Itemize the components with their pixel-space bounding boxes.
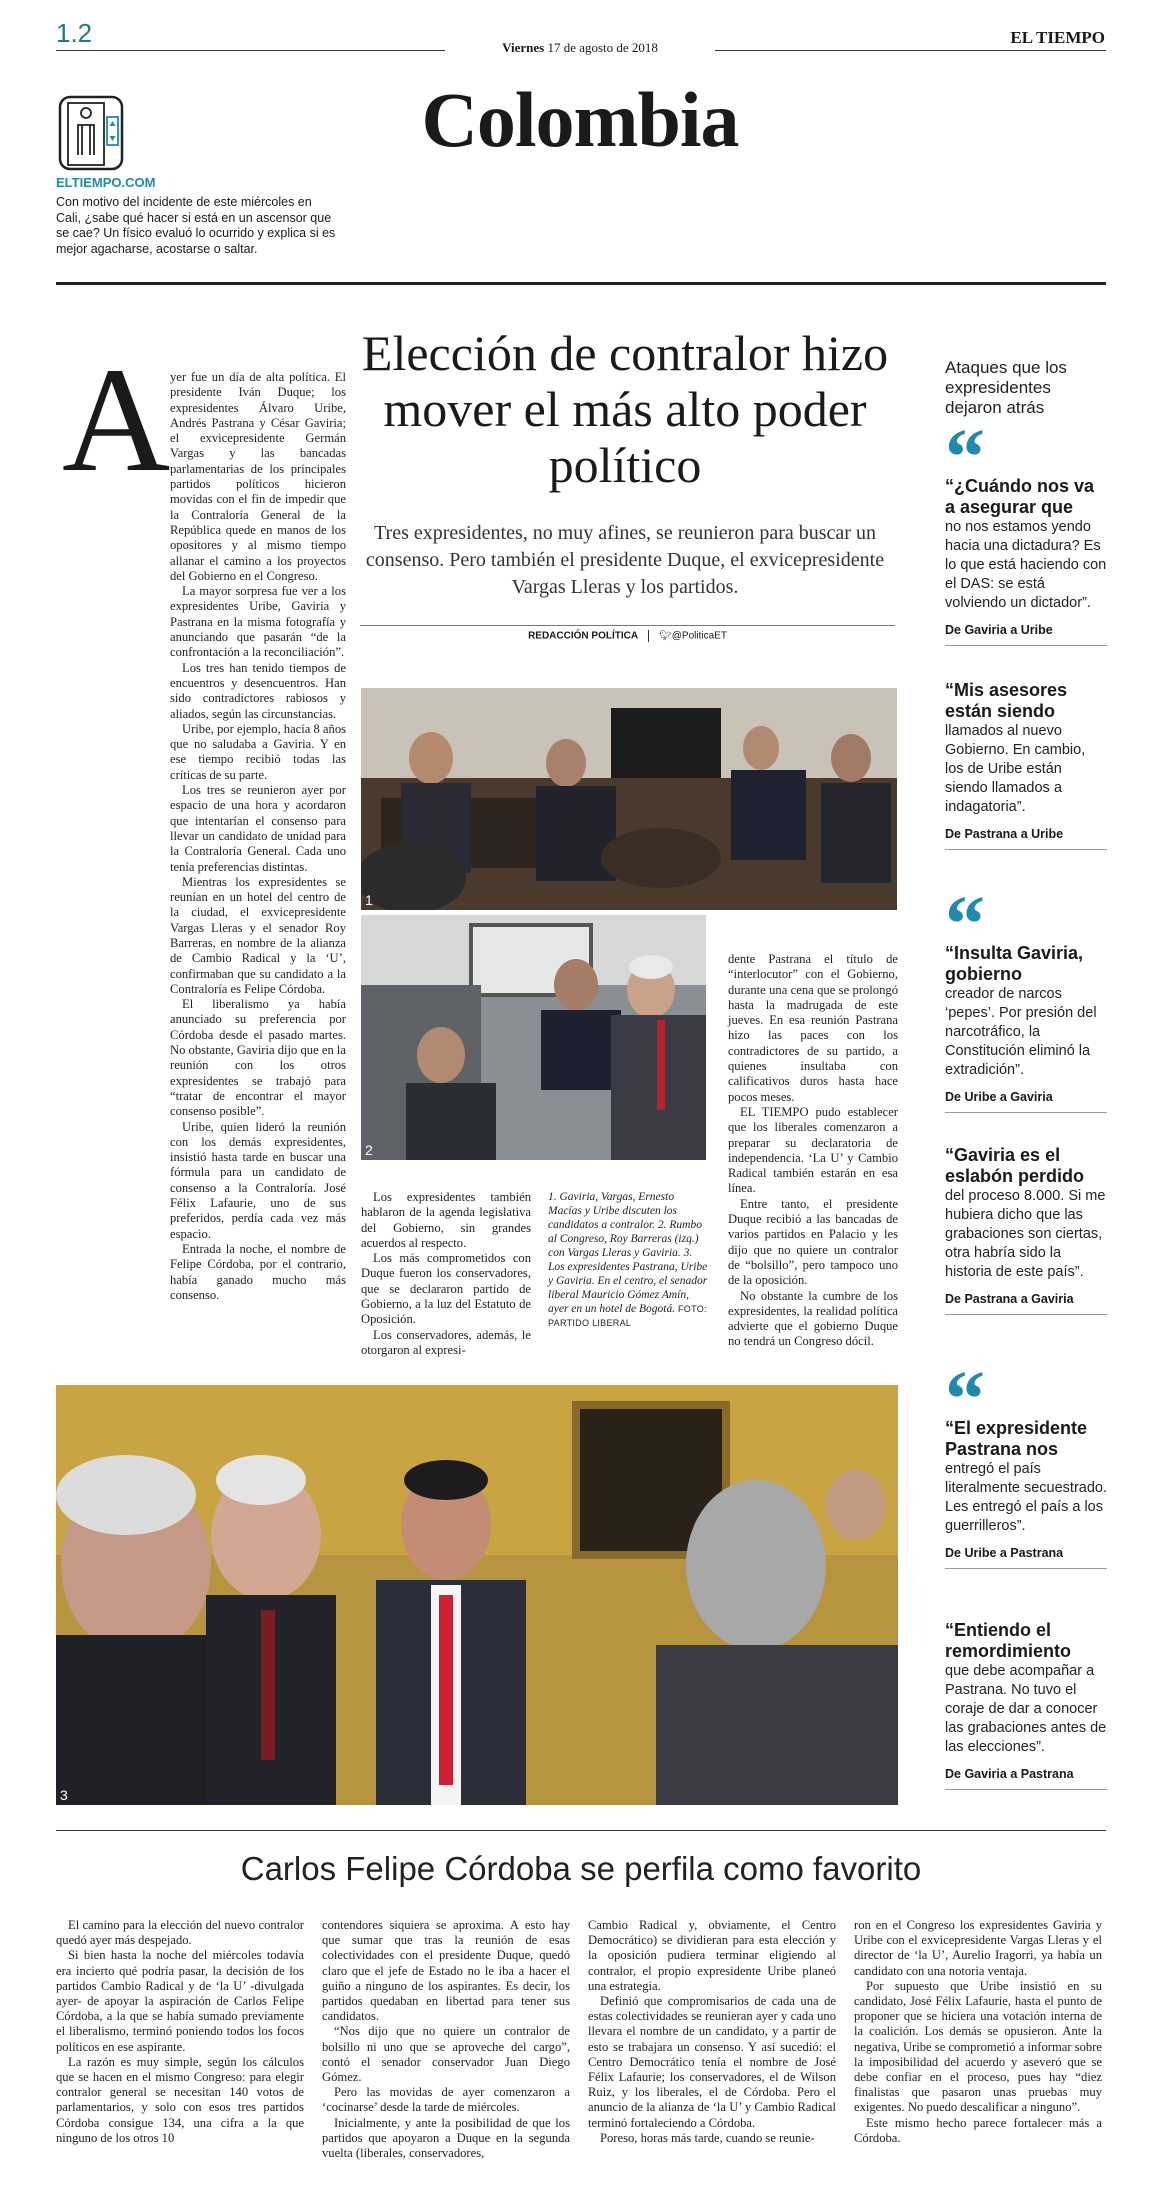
byline-rule [360, 625, 895, 626]
paragraph: La razón es muy simple, según los cálculos que se hacen en el mismo Congreso: para elegir contralor general se necesitan 140 votos de parlamentarios, y solo con esos tres partidos Córdoba consigue 134, una cifra a la que ninguno de los otros 10 [56, 2054, 304, 2145]
paragraph: Poreso, horas más tarde, cuando se reunie- [600, 2130, 815, 2145]
paragraph: Los más comprometidos con Duque fueron los conservadores, que se declararon partido de Gobierno, a la luz del Estatuto de Oposición. [361, 1251, 531, 1327]
quote-attribution: De Gaviria a Pastrana [945, 1767, 1107, 1790]
quote-attribution: De Pastrana a Gaviria [945, 1292, 1107, 1315]
paragraph: Entre tanto, el presidente Duque recibió a las bancadas de varios partidos en Palacio y les dijo que no quiere un contralor de “bolsillo”, pero tampoco uno de la oposición. [728, 1196, 898, 1288]
photo-number: 1 [365, 892, 373, 908]
paragraph: Entrada la noche, el nombre de Felipe Córdoba, por el contrario, había ganado mucho más consenso. [170, 1241, 346, 1302]
twitter-icon: 🐦︎ [659, 630, 672, 642]
story2-column-1 [56, 1918, 304, 2180]
paragraph: Uribe, quien lideró la reunión con los demás expresidentes, insistió hasta tarde en buscar una fórmula para un candidato de consenso a la Contraloría. José Félix Lafaurie, uno de sus preferidos, perdía cada vez más espacio. [170, 1119, 346, 1241]
photo-caption [548, 1190, 708, 1330]
quote-lead: “Mis asesores están siendo [945, 680, 1068, 721]
paragraph: “Nos dijo que no quiere un contralor de bolsillo ni uno que se aproveche del cargo”, contó el senador conservador Juan Diego Gómez. [322, 2024, 570, 2085]
quote-attribution: De Gaviria a Uribe [945, 623, 1107, 646]
quote-block [945, 895, 1107, 1113]
paragraph: Por supuesto que Uribe insistió en su candidato, José Félix Lafaurie, hasta el punto de proponer que se hiciera una votación interna de la coalición. Los demás se opusieron. Ante la negativa, Uribe se comprometió a informar sobre la imposibilidad del acuerdo y aseveró que se debe confiar en el proceso, pues hay “diez finalistas que pasaron unas pruebas muy exigentes. No puedo descalificar a ninguno”. [854, 1978, 1102, 2115]
paragraph: Inicialmente, y ante la posibilidad de que los partidos que apoyaron a Duque en la segunda vuelta (liberales, conservadores, [322, 2115, 570, 2161]
quote-mark-icon: “ [945, 1370, 985, 1418]
paragraph: Los conservadores, además, le otorgaron al expresi- [361, 1327, 531, 1357]
quote-mark-icon: “ [945, 428, 985, 476]
quote-body: que debe acompañar a Pastrana. No tuvo el coraje de dar a conocer las grabaciones antes de las elecciones”. [945, 1663, 1107, 1755]
paragraph: Los tres han tenido tiempos de encuentros y desencuentros. Han sido contradictores rabiosos y aliados, según las circunstancias. [170, 660, 346, 721]
main-headline: Elección de contralor hizo mover el más alto poder político [361, 325, 889, 493]
paragraph: contendores siquiera se aproxima. A esto hay que sumar que tras la reunión de esas colectividades con el presidente Duque, quedó claro que el jefe de Estado no le iba a hacer el guiño a ninguno de los aspirantes. Es decir, los partidos quedaban en libertad para tener sus candidatos. [322, 1918, 570, 2024]
paragraph: El liberalismo ya había anunciado su preferencia por Córdoba desde el pasado martes. No obstante, Gaviria dijo que en la reunión con los otros expresidentes se trabajó para “tratar de encontrar el mayor consenso posible”. [170, 997, 346, 1119]
quote-attribution: De Uribe a Pastrana [945, 1546, 1107, 1569]
quote-attribution: De Pastrana a Uribe [945, 827, 1107, 850]
byline-separator [648, 630, 649, 642]
story-divider [56, 1830, 1106, 1831]
deck: Tres expresidentes, no muy afines, se reunieron para buscar un consenso. Pero también el presidente Duque, el exvicepresidente Vargas Lleras y los partidos. [365, 522, 885, 598]
story2-column-3 [588, 1918, 836, 2180]
quote-block [945, 680, 1107, 850]
quote-lead: “¿Cuándo nos va a asegurar que [945, 476, 1095, 517]
quote-body: llamados al nuevo Gobierno. En cambio, los de Uribe están siendo llamados a indagatoria”. [945, 723, 1086, 815]
teaser-text: Con motivo del incidente de este miércoles en Cali, ¿sabe qué hacer si está en un ascensor que se cae? Un físico evaluó lo ocurrido y explica si es mejor agacharse, acostarse o saltar. [56, 195, 336, 256]
teaser-site-link[interactable]: ELTIEMPO.COM [56, 175, 156, 190]
secondary-headline: Carlos Felipe Córdoba se perfila como favorito [240, 1850, 922, 1887]
elevator-person-icon[interactable] [58, 95, 124, 171]
paragraph: No obstante la cumbre de los expresidentes, la realidad política advierte que el gobierno Duque no tendrá un Congreso dócil. [728, 1288, 898, 1349]
photo-meeting-sofa [361, 688, 897, 910]
quote-lead: “Insulta Gaviria, gobierno [945, 943, 1084, 984]
page-number: 1.2 [56, 18, 93, 48]
quote-mark-icon: “ [945, 895, 985, 943]
paragraph: La mayor sorpresa fue ver a los expresidentes Uribe, Gaviria y Pastrana en la misma fotografía y anunciando que pasarán “de la confrontación a la reconciliación”. [170, 584, 346, 660]
paragraph: Los tres se reunieron ayer por espacio de una hora y acordaron que intentarían el consenso para llevar un candidato de unidad para la Contraloría General. Cada uno tenía preferencias distintas. [170, 783, 346, 874]
quote-block [945, 1145, 1107, 1315]
section-rule [56, 282, 1106, 285]
brand-name: EL TIEMPO [1010, 28, 1105, 47]
quote-block [945, 1620, 1107, 1790]
twitter-handle[interactable]: @PoliticaET [671, 630, 727, 642]
paragraph: Si bien hasta la noche del miércoles todavía era incierto qué podría pasar, la decisión de los partidos Cambio Radical y de ‘la U’ -divulgada ayer- de apoyar la aspiración de Carlos Felipe Córdoba, a la que se había sumado previamente el liberalismo, terminó poniendo todos los focos políticos en ese aspirante. [56, 1948, 304, 2054]
quote-lead: “Gaviria es el eslabón perdido [945, 1145, 1085, 1186]
quote-attribution: De Uribe a Gaviria [945, 1090, 1107, 1113]
paragraph: Definió que compromisarios de cada una de estas colectividades se reunieran ayer y cada uno llevara el nombre de un candidato, y a partir de esto se trabajara un consenso. Y así sucedió: el Centro Democrático tenía el nombre de José Félix Lafaurie; los conservadores, el de Wilson Ruiz, y los liberales, el de Córdoba. Pero el anuncio de la alianza de ‘la U’ y Cambio Radical terminó fortaleciendo a Córdoba. [588, 1994, 836, 2130]
quote-block [945, 428, 1107, 646]
dateline-date: 17 de agosto de 2018 [547, 40, 658, 55]
story-column-2 [361, 1190, 531, 1358]
paragraph: Mientras los expresidentes se reunían en un hotel del centro de la ciudad, el exvicepresidente Vargas Lleras y el senador Roy Barreras, en nombre de la alianza de Cambio Radical y la ‘U’, confirmaban que su candidato a la Contraloría es Felipe Córdoba. [170, 874, 346, 996]
sidebar-title: Ataques que los expresidentes dejaron atrás [945, 358, 1067, 417]
paragraph: yer fue un día de alta política. El presidente Iván Duque; los expresidentes Álvaro Uribe, Andrés Pastrana y César Gaviria; el exvicepresidente Germán Vargas y las bancadas parlamentarias de los principales partidos políticos hicieron movidas con el fin de impedir que la Contraloría General de la República quede en manos de los opositores y al mismo tiempo allanar el camino a los proyectos del Gobierno en el Congreso. [170, 370, 346, 583]
quote-body: creador de narcos ‘pepes’. Por presión del narcotráfico, la Constitución eliminó la extradición”. [945, 986, 1097, 1078]
photo-number: 2 [365, 1142, 373, 1158]
quote-body: del proceso 8.000. Si me hubiera dicho que las grabaciones son ciertas, otra habría sido la historia de este país”. [945, 1188, 1106, 1280]
photo-credit: FOTO: PARTIDO LIBERAL [548, 1304, 707, 1328]
story2-column-4 [854, 1918, 1102, 2180]
story-column-1 [170, 370, 346, 1355]
paragraph: EL TIEMPO pudo establecer que los liberales comenzaron a preparar su declaratoria de independencia. ‘La U’ y Cambio Radical también estarán en esa línea. [728, 1104, 898, 1196]
story2-column-2 [322, 1918, 570, 2180]
paragraph: Este mismo hecho parece fortalecer más a Córdoba. [854, 2115, 1102, 2145]
section-title: Colombia [421, 76, 739, 163]
paragraph: Cambio Radical y, obviamente, el Centro Democrático) se dividieran para esta elección y la oposición pudiera terminar eligiendo al contralor, el propio expresidente Uribe planeó una estrategia. [588, 1918, 836, 1993]
quote-body: no nos estamos yendo hacia una dictadura? Es lo que está haciendo con el DAS: se está volviendo un dictador”. [945, 519, 1107, 611]
quote-lead: “Entiendo el remordimiento [945, 1620, 1072, 1661]
photo-number: 3 [60, 1787, 68, 1803]
paragraph: Uribe, por ejemplo, hacía 8 años que no saludaba a Gaviria. Y en ese tiempo recibió todas las críticas de su parte. [170, 721, 346, 782]
dateline [445, 40, 715, 56]
paragraph: ron en el Congreso los expresidentes Gaviria y Uribe con el exvicepresidente Vargas Lleras y el director de ‘la U’, Aurelio Iragorri, ya había un candidato con una notoria ventaja. [854, 1918, 1102, 1978]
paragraph: El camino para la elección del nuevo contralor quedó ayer más despejado. [56, 1918, 304, 1948]
photo-car-interior [361, 915, 706, 1160]
photo-expresidents [56, 1385, 898, 1805]
paragraph: Pero las movidas de ayer comenzaron a ‘cocinarse’ desde la tarde de miércoles. [322, 2085, 570, 2115]
dateline-day: Viernes [502, 40, 545, 55]
drop-cap: A [62, 337, 171, 503]
paragraph: Los expresidentes también hablaron de la agenda legislativa del Gobierno, sin grandes acuerdos al respecto. [361, 1190, 531, 1250]
paragraph: dente Pastrana el título de “interlocutor” con el Gobierno, durante una cena que se prolongó hasta la madrugada de este jueves. En esa reunión Pastrana hizo las paces con los contradictores de su partido, a quienes insultaba con calificativos duros hasta hace pocos meses. [728, 952, 898, 1104]
quote-body: entregó el país literalmente secuestrado. Les entregó el país a los guerrilleros”. [945, 1461, 1107, 1534]
quote-block [945, 1370, 1107, 1569]
caption-text: 1. Gaviria, Vargas, Ernesto Macías y Uribe discuten los candidatos a contralor. 2. Rumbo al Congreso, Roy Barreras (izq.) con Vargas Lleras y Gaviria. 3. Los expresidentes Pastrana, Uribe y Gaviria. En el centro, el senador liberal Mauricio Gómez Amín, ayer en un hotel de Bogotá. [548, 1191, 708, 1315]
byline [360, 630, 895, 642]
byline-author: REDACCIÓN POLÍTICA [528, 630, 639, 642]
quote-lead: “El expresidente Pastrana nos [945, 1418, 1088, 1459]
story-column-3 [728, 952, 898, 1350]
